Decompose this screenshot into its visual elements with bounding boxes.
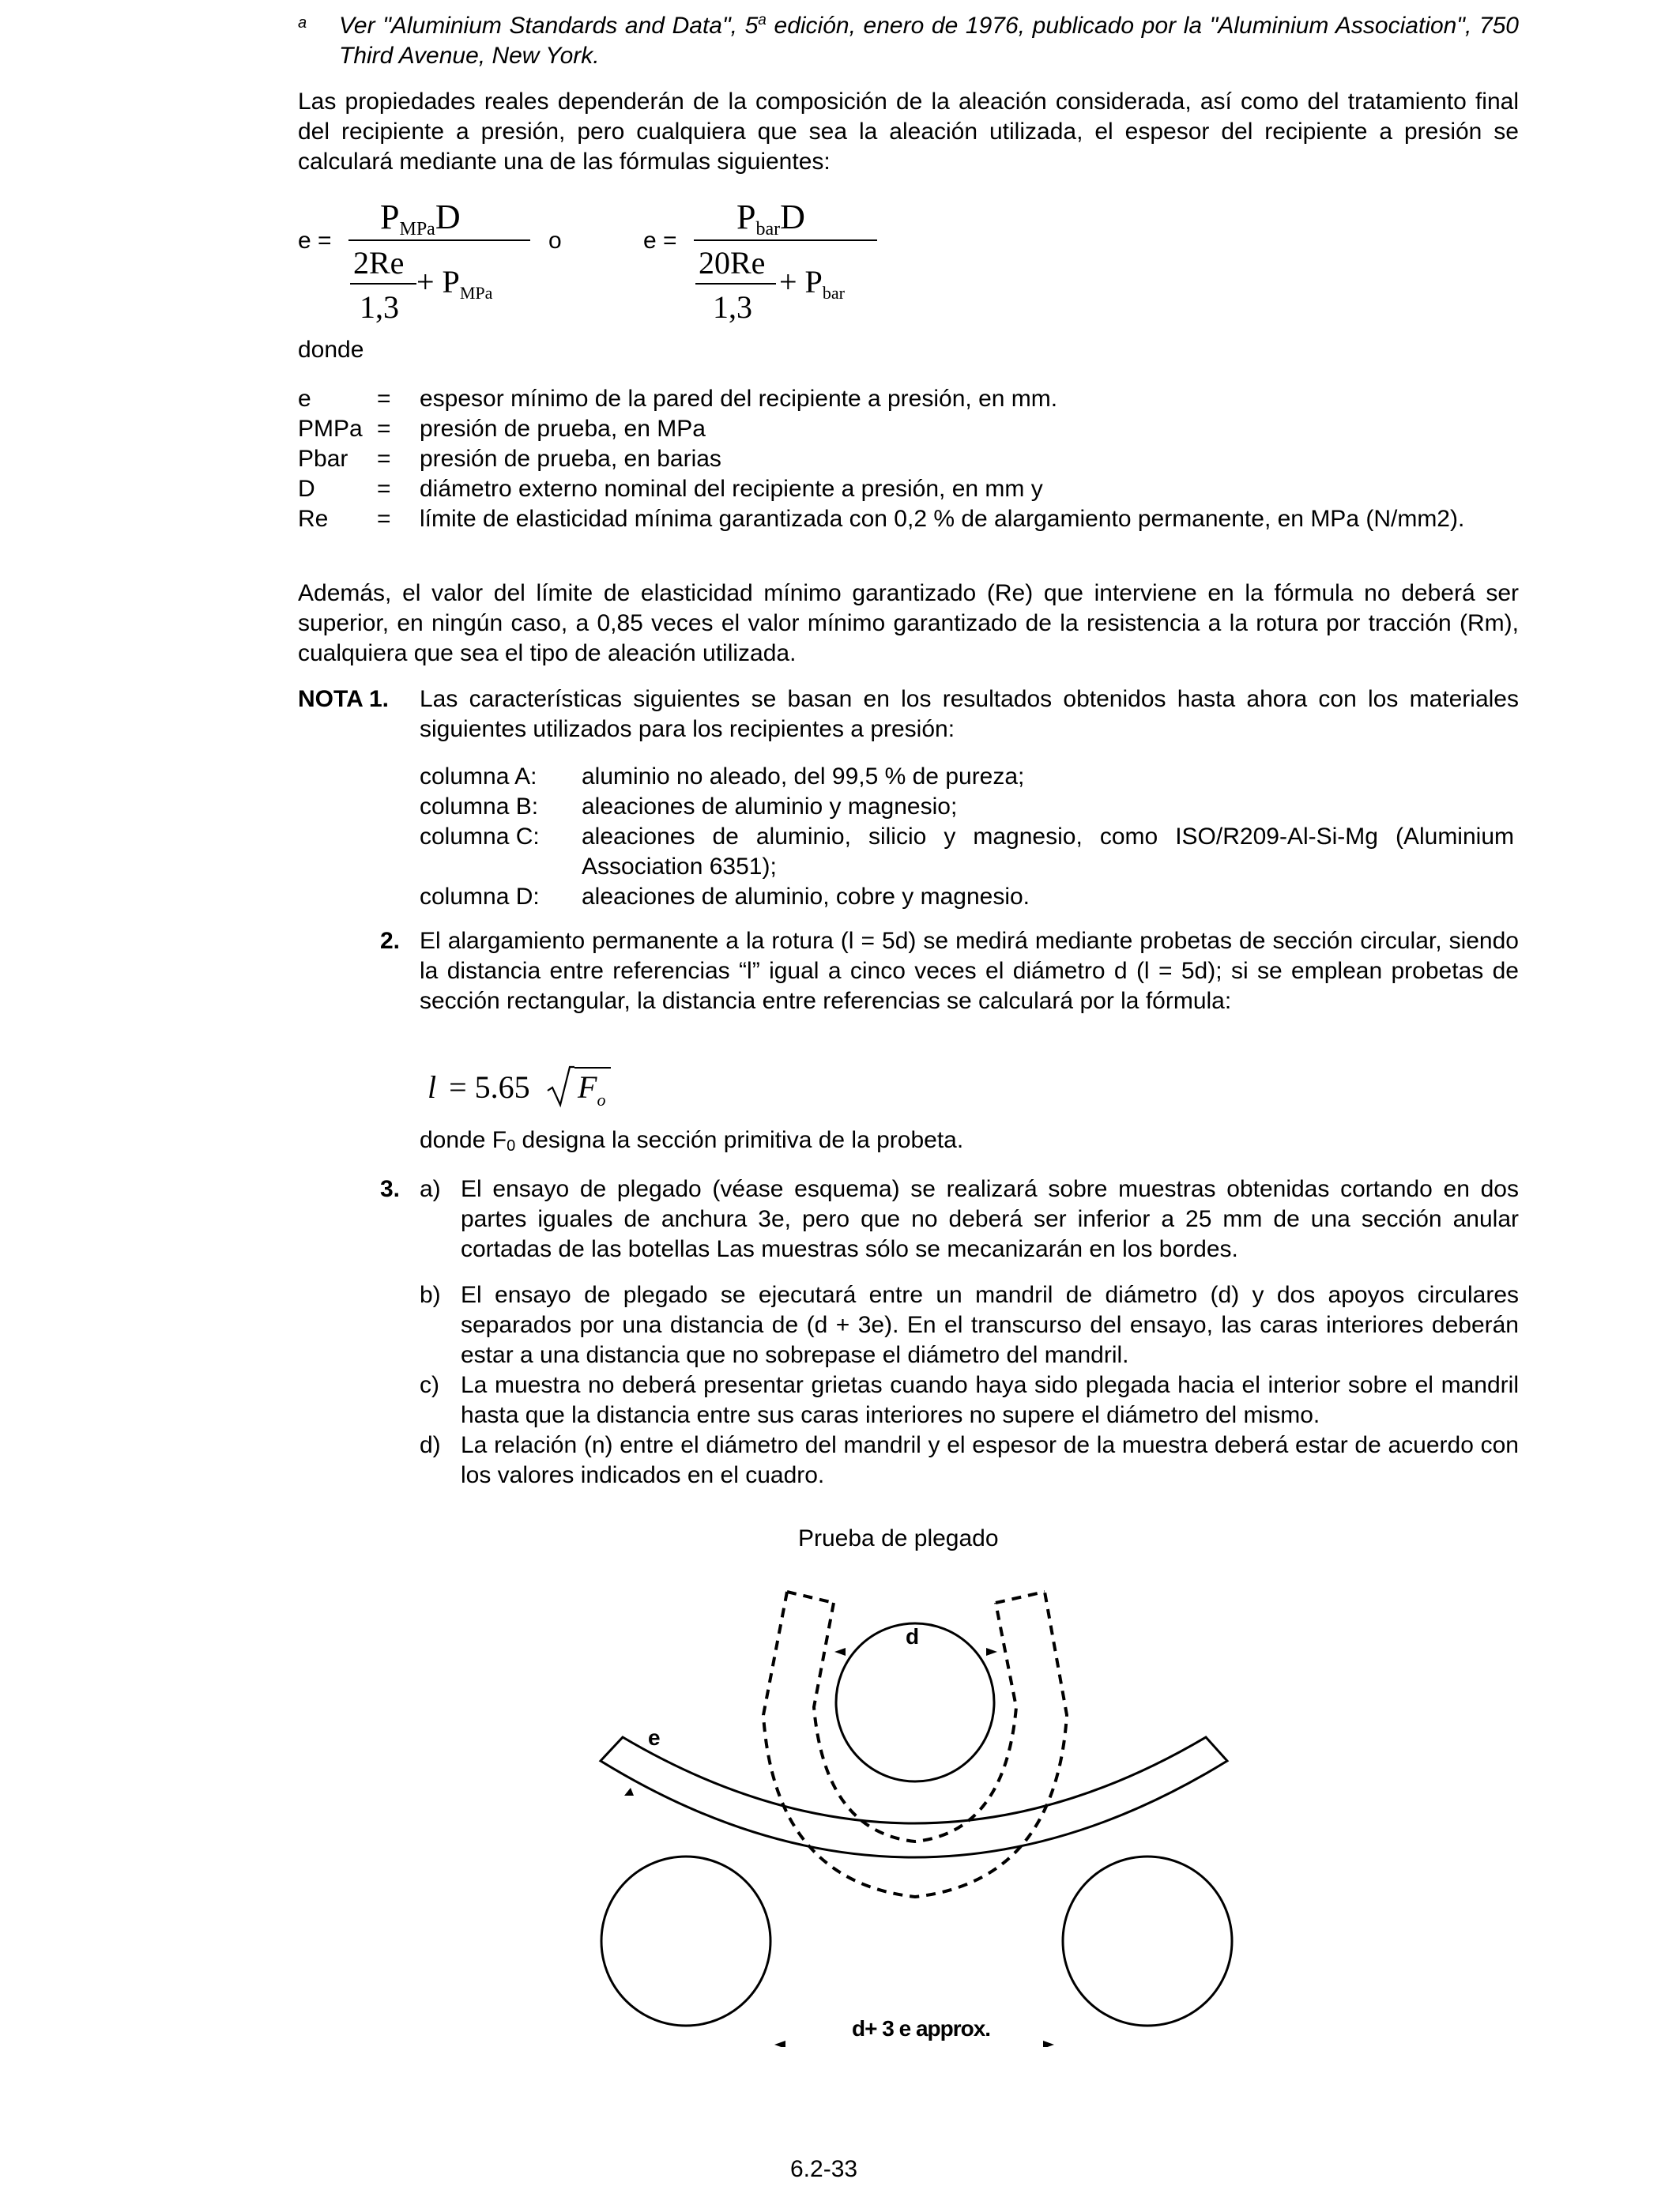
bend-test-diagram (0, 1573, 1680, 2047)
nota2-text: El alargamiento permanente a la rotura (l = 5d) se medirá mediante probetas de sección circular, siendo la distancia entre referencias “l” igual a cinco veces el diámetro d (l = 5d); si se emplean probetas de sección rectangular, la distancia entre referencias se calculará por la fórmula: (420, 928, 1519, 1014)
nota1-text: Las características siguientes se basan en los resultados obtenidos hasta ahora con los materiales siguientes utilizados para los recipientes a presión: (420, 686, 1519, 742)
left-support-roller (601, 1857, 770, 2026)
ademas-paragraph: Además, el valor del límite de elasticidad mínimo garantizado (Re) que interviene en la fórmula no deberá ser superior, en ningún caso, a 0,85 veces el valor mínimo garantizado de la resistencia a la rotura por tracción (Rm), cualquiera que sea el tipo de aleación utilizada. (298, 580, 1519, 666)
denominator-bottom: 1,3 (713, 289, 752, 325)
denominator-plus-term: + $P_{MPa}$ (416, 264, 493, 303)
span-arrow-left (774, 2041, 785, 2047)
gauge-length-formula: l = 5.65 $F_o$ (428, 1069, 601, 1116)
inner-fraction-bar (350, 283, 416, 285)
formula-lhs: e = (298, 228, 332, 254)
footnote-marker: a (298, 14, 307, 32)
nota2-donde: donde F0 designa la sección primitiva de la probeta. (420, 1127, 964, 1155)
thickness-formula-mpa (298, 198, 551, 336)
formula-or: o (548, 228, 562, 254)
square-root-sign (546, 1064, 574, 1108)
columns-list: columna A: aluminio no aleado, del 99,5 % de pureza; columna B: aleaciones de aluminio y magnesio; columna C: aleaciones de aluminio, silicio y magnesio, como ISO/R209-Al-Si-Mg (Aluminium Association 6351); columna D: aleaciones de aluminio, cobre y magnesio. (420, 763, 1514, 910)
nota2-label: 2. (380, 928, 401, 954)
d-arrow-left (834, 1648, 846, 1656)
nota3-label: 3. (380, 1176, 401, 1202)
diagram-label-e: e (648, 1725, 661, 1750)
denominator-top: 20Re (699, 245, 766, 281)
main-fraction-bar (694, 239, 877, 241)
formula-lhs: e = (643, 228, 677, 254)
diagram-label-span: d+ 3 e approx. (852, 2016, 991, 2041)
thickness-formula-bar (643, 198, 896, 336)
denominator-bottom: 1,3 (360, 289, 399, 325)
specimen-strip (601, 1737, 1227, 1857)
footnote-text: Ver "Aluminium Standards and Data", 5$^a$ edición, enero de 1976, publicado por la "Aluminium Association", 750 Third Avenue, New York. (339, 12, 1519, 69)
formula-numerator: PMPaD (380, 198, 461, 239)
inner-fraction-bar (695, 283, 776, 285)
e-arrow (624, 1788, 634, 1796)
page-number: 6.2-33 (790, 2156, 858, 2182)
denominator-plus-term: + $P_{bar}$ (779, 264, 845, 303)
formula-F: $F_o$ (578, 1069, 606, 1110)
d-arrow-right (986, 1648, 997, 1656)
diagram-label-d: d (906, 1624, 920, 1649)
right-support-roller (1063, 1857, 1232, 2026)
formula-numerator: PbarD (736, 198, 805, 239)
denominator-top: 2Re (353, 245, 405, 281)
nota1-label: NOTA 1. (298, 686, 390, 712)
intro-paragraph: Las propiedades reales dependerán de la composición de la aleación considerada, así como del tratamiento final del recipiente a presión, pero cualquiera que sea la aleación utilizada, el espesor del recipiente a presión se calculará mediante una de las fórmulas siguientes: (298, 89, 1519, 175)
span-arrow-right (1043, 2041, 1054, 2047)
main-fraction-bar (348, 239, 530, 241)
donde-label: donde (298, 337, 364, 363)
figure-caption: Prueba de plegado (798, 1525, 999, 1551)
